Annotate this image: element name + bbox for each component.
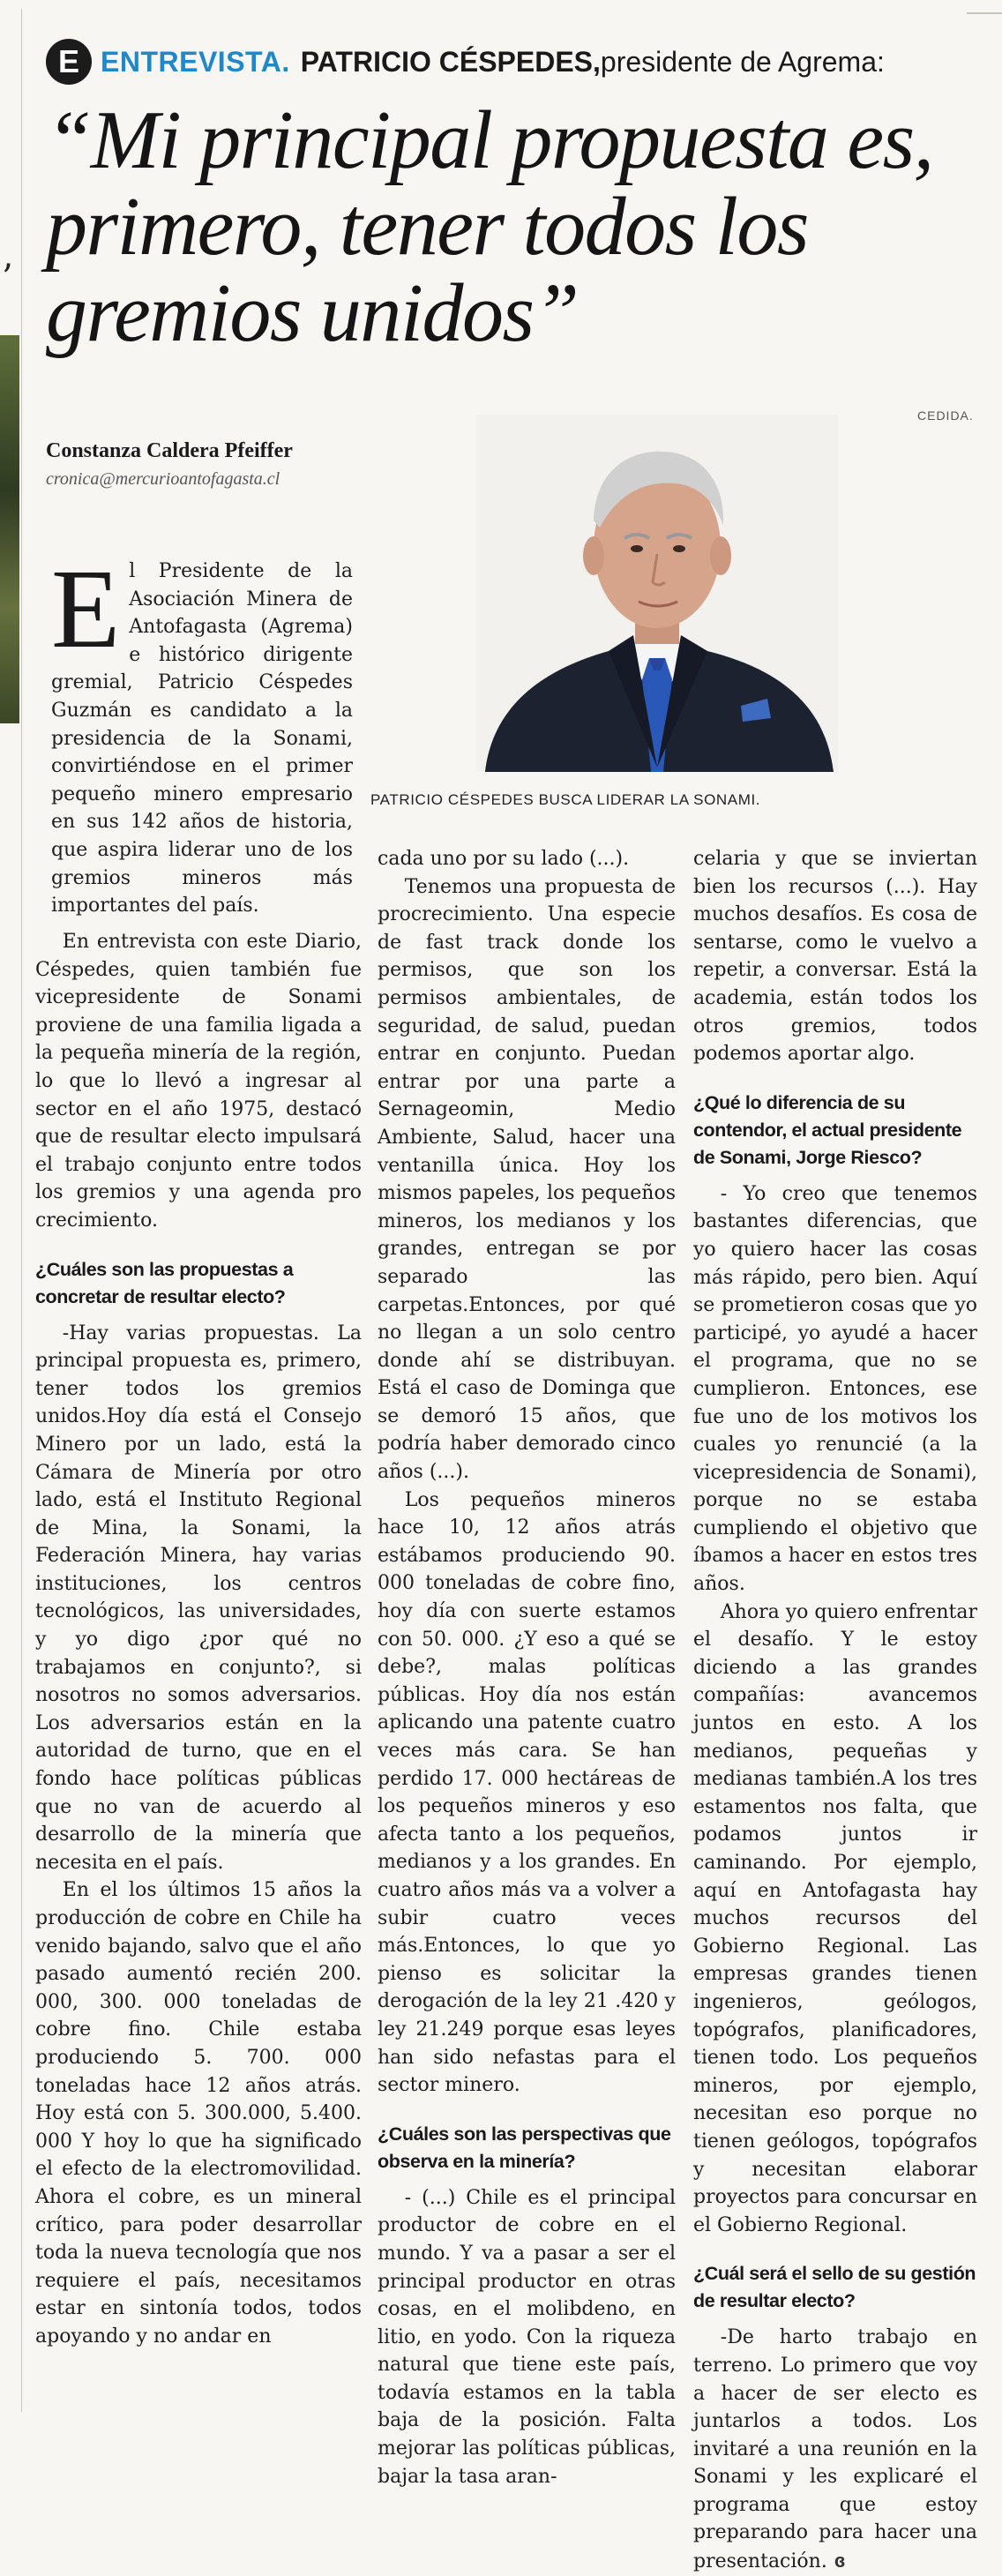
lead-text: l Presidente de la Asociación Minera de Antofagasta (Agrema) e histórico dirigente gremial, Patricio Céspedes Guzmán es candidato a la presidencia de la Sonami, convirtiéndose en el primer pequeño minero empresario en sus 142 años de historia, que aspira liderar uno de los gremios mineros más importantes del país. xyxy=(51,560,353,917)
photo-credit: CEDIDA. xyxy=(917,408,974,423)
drop-cap: E xyxy=(51,546,121,671)
interview-question: ¿Cuáles son las propuestas a concretar de resultar electo? xyxy=(35,1258,294,1307)
paragraph: - (...) Chile es el principal productor de cobre en el mundo. Y va a pasar a ser el principal productor en otras cosas, en el molibdeno, en litio, en yodo. Con la riqueza natural que tiene este país, todavía estamos en la tabla baja de la posición. Falta mejorar las políticas públicas, bajar la tasa aran- xyxy=(378,2186,676,2488)
interview-question: ¿Qué lo diferencia de su contendor, el actual presidente de Sonami, Jorge Riesco? xyxy=(693,1091,962,1168)
kicker xyxy=(46,37,885,86)
article-column-2 xyxy=(378,845,676,2490)
interview-question: ¿Cuál será el sello de su gestión de resultar electo? xyxy=(693,2263,976,2312)
article-column-3 xyxy=(693,845,977,2576)
byline-author: Constanza Caldera Pfeiffer xyxy=(46,439,293,462)
paragraph: celaria y que se inviertan bien los recursos (...). Hay muchos desafíos. Es cosa de sentarse, como le vuelvo a repetir, a conversar. Está la academia, están todos los otros gremios, todos podemos aportar algo. xyxy=(693,848,977,1066)
lead-paragraph xyxy=(51,546,353,920)
paragraph: cada uno por su lado (...). xyxy=(378,848,630,870)
answer-text: -De harto trabajo en terreno. Lo primero que voy a hacer de ser electo es juntarlos a todos. Los invitaré a una reunión en la Sonami y les explicaré el programa que estoy preparando para hacer una presentación. xyxy=(693,2326,977,2573)
paragraph: En el los últimos 15 años la producción de cobre en Chile ha venido bajando, salvo que el año pasado aumentó recién 200. 000, 300. 000 toneladas de cobre fino. Chile estaba produciendo 5. 700. 000 toneladas hace 12 años atrás. Hoy está con 5. 300.000, 5.400. 000 Y hoy lo que ha significado el efecto de la electromovilidad. Ahora el cobre, es un mineral crítico, para poder desarrollar toda la nueva tecnología que nos requiere el país, necesitamos estar en sintonía todos, todos apoyando y no andar en xyxy=(35,1879,362,2348)
paragraph: Ahora yo quiero enfrentar el desafío. Y le estoy diciendo a las grandes compañías: avancemos juntos en esto. A los medianos, pequeñas y medianas también.A los tres estamentos nos falta, que podamos juntos ir caminando. Por ejemplo, aquí en Antofagasta hay muchos recursos del Gobierno Regional. Las empresas grandes tienen ingenieros, geólogos, topógrafos, planificadores, tienen todo. Los pequeños mineros, por ejemplo, necesitan eso porque no tienen geólogos, topógrafos y necesitan elaborar proyectos para concursar en el Gobierno Regional. xyxy=(693,1600,977,2236)
end-of-article-mark: ɞ xyxy=(834,2550,846,2572)
article-lead xyxy=(51,546,353,920)
photo-caption: PATRICIO CÉSPEDES BUSCA LIDERAR LA SONAMI. xyxy=(370,791,761,808)
portrait-photo-icon xyxy=(476,415,838,772)
neighbour-photo xyxy=(0,335,19,723)
column-rule xyxy=(21,9,22,2412)
top-rule xyxy=(967,0,1002,14)
interview-question: ¿Cuáles son las perspectivas que observa en la minería? xyxy=(378,2123,671,2172)
paragraph: Los pequeños mineros hace 10, 12 años atrás estábamos produciendo 90. 000 toneladas de cobre fino, hoy día con suerte estamos con 50. 000. ¿Y eso a qué se debe?, malas políticas públicas. Hoy día nos están aplicando una patente cuatro veces más cara. Se han perdido 17. 000 hectáreas de los pequeños mineros y eso afecta tanto a los pequeños, medianos y a los grandes. En cuatro años más va a volver a subir cuatro veces más.Entonces, lo que yo pienso es solicitar la derogación de la ley 21 .420 y ley 21.249 porque esas leyes han sido nefastas para el sector minero. xyxy=(378,1488,676,2097)
paragraph xyxy=(693,2324,977,2575)
interviewee-name: PATRICIO CÉSPEDES, xyxy=(300,45,601,78)
interviewee-role: presidente de Agrema: xyxy=(600,45,885,78)
neighbour-fragment: ’ xyxy=(2,258,13,298)
byline-email[interactable]: cronica@mercurioantofagasta.cl xyxy=(46,469,280,489)
section-label: ENTREVISTA. xyxy=(101,45,290,78)
portrait-photo xyxy=(476,415,838,772)
headline: “Mi principal propuesta es, primero, tener todos los gremios unidos” xyxy=(46,94,933,359)
article-column-1 xyxy=(35,928,362,2351)
neighbour-article-strip xyxy=(0,0,19,2421)
paragraph: Tenemos una propuesta de procrecimiento. Una especie de fast track donde los permisos, que son los permisos ambientales, de seguridad, de salud, puedan entrar en conjunto. Puedan entrar por una parte a Sernageomin, Medio Ambiente, Salud, hacer una ventanilla única. Hoy los mismos papeles, los pequeños mineros, los medianos y los grandes, entregan se por separado las carpetas.Entonces, por qué no llegan a un solo centro donde ahí se distribuyan. Está el caso de Dominga que se demoró 15 años, que podría haber demorado cinco años (...). xyxy=(378,875,676,1484)
section-badge: E xyxy=(46,39,92,85)
paragraph: -Hay varias propuestas. La principal propuesta es, primero, tener todos los gremios unidos.Hoy día está el Consejo Minero por un lado, está la Cámara de Minería por otro lado, está el Instituto Regional de Mina, la Sonami, la Federación Minera, hay varias instituciones, los centros tecnológicos, las universidades, y yo digo ¿por qué no trabajamos en conjunto?, si nosotros no somos adversarios. Los adversarios están en la autoridad de turno, que en el fondo hace políticas públicas que no van de acuerdo al desarrollo de la minería que necesita en el país. xyxy=(35,1322,362,1874)
paragraph: En entrevista con este Diario, Céspedes, quien también fue vicepresidente de Sonami proviene de una familia ligada a la pequeña minería de la región, lo que lo llevó a ingresar al sector en el año 1975, destacó que de resultar electo impulsará el trabajo conjunto entre todos los gremios y una agenda pro crecimiento. xyxy=(35,931,362,1232)
paragraph: - Yo creo que tenemos bastantes diferencias, que yo quiero hacer las cosas más rápido, pero bien. Aquí se prometieron cosas que yo participé, yo ayudé a hacer el programa, que no se cumplieron. Entonces, ese fue uno de los motivos los cuales yo renuncié (a la vicepresidencia de Sonami), porque no se estaba cumpliendo el objetivo que íbamos a hacer en estos tres años. xyxy=(693,1182,977,1596)
